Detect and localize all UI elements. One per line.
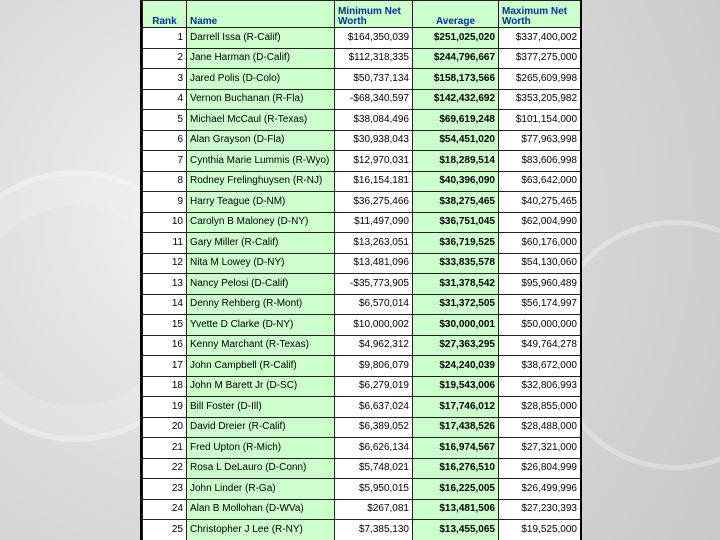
min-net-worth-cell: $16,154,181: [335, 171, 413, 192]
rank-cell: 19: [143, 397, 187, 418]
rank-cell: 4: [143, 89, 187, 110]
average-cell: $16,276,510: [413, 458, 499, 479]
average-cell: $36,719,525: [413, 233, 499, 254]
min-net-worth-cell: $112,318,335: [335, 48, 413, 69]
max-net-worth-cell: $32,806,993: [499, 376, 581, 397]
table-row: [143, 315, 581, 336]
rank-cell: 16: [143, 335, 187, 356]
name-cell: John Campbell (R-Calif): [187, 356, 335, 377]
max-net-worth-cell: $101,154,000: [499, 110, 581, 131]
max-net-worth-cell: $56,174,997: [499, 294, 581, 315]
max-net-worth-cell: $83,606,998: [499, 151, 581, 172]
table-row: [143, 89, 581, 110]
name-cell: Rosa L DeLauro (D-Conn): [187, 458, 335, 479]
min-net-worth-cell: $12,970,031: [335, 151, 413, 172]
min-net-worth-cell: $38,084,496: [335, 110, 413, 131]
header-max-net-worth: Maximum Net Worth: [499, 1, 581, 28]
table-row: [143, 499, 581, 520]
min-net-worth-cell: $36,275,466: [335, 192, 413, 213]
max-net-worth-cell: $50,000,000: [499, 315, 581, 336]
min-net-worth-cell: -$35,773,905: [335, 274, 413, 295]
table-header-row: [143, 1, 581, 28]
max-net-worth-cell: $60,176,000: [499, 233, 581, 254]
min-net-worth-cell: $164,350,039: [335, 28, 413, 49]
min-net-worth-cell: $13,481,096: [335, 253, 413, 274]
table-row: [143, 69, 581, 90]
name-cell: Fred Upton (R-Mich): [187, 438, 335, 459]
rank-cell: 24: [143, 499, 187, 520]
net-worth-table-sheet: [140, 0, 582, 540]
name-cell: Gary Miller (R-Calif): [187, 233, 335, 254]
average-cell: $54,451,020: [413, 130, 499, 151]
name-cell: Jane Harman (D-Calif): [187, 48, 335, 69]
max-net-worth-cell: $38,672,000: [499, 356, 581, 377]
average-cell: $36,751,045: [413, 212, 499, 233]
table-row: [143, 479, 581, 500]
max-net-worth-cell: $353,205,982: [499, 89, 581, 110]
name-cell: Vernon Buchanan (R-Fla): [187, 89, 335, 110]
header-name: Name: [187, 1, 335, 28]
name-cell: David Dreier (R-Calif): [187, 417, 335, 438]
max-net-worth-cell: $27,230,393: [499, 499, 581, 520]
average-cell: $13,455,065: [413, 520, 499, 540]
name-cell: Nancy Pelosi (D-Calif): [187, 274, 335, 295]
table-row: [143, 397, 581, 418]
average-cell: $33,835,578: [413, 253, 499, 274]
table-body: [143, 28, 581, 540]
min-net-worth-cell: $13,263,051: [335, 233, 413, 254]
average-cell: $40,396,090: [413, 171, 499, 192]
rank-cell: 2: [143, 48, 187, 69]
average-cell: $19,543,006: [413, 376, 499, 397]
average-cell: $16,225,005: [413, 479, 499, 500]
max-net-worth-cell: $26,804,999: [499, 458, 581, 479]
min-net-worth-cell: $5,950,015: [335, 479, 413, 500]
average-cell: $17,746,012: [413, 397, 499, 418]
table-row: [143, 48, 581, 69]
name-cell: Darrell Issa (R-Calif): [187, 28, 335, 49]
max-net-worth-cell: $19,525,000: [499, 520, 581, 540]
max-net-worth-cell: $63,642,000: [499, 171, 581, 192]
min-net-worth-cell: $10,000,002: [335, 315, 413, 336]
rank-cell: 11: [143, 233, 187, 254]
average-cell: $16,974,567: [413, 438, 499, 459]
rank-cell: 20: [143, 417, 187, 438]
max-net-worth-cell: $62,004,990: [499, 212, 581, 233]
max-net-worth-cell: $95,960,489: [499, 274, 581, 295]
table-row: [143, 335, 581, 356]
rank-cell: 10: [143, 212, 187, 233]
table-row: [143, 294, 581, 315]
table-row: [143, 171, 581, 192]
header-average: Average: [413, 1, 499, 28]
table-row: [143, 356, 581, 377]
average-cell: $17,438,526: [413, 417, 499, 438]
name-cell: Cynthia Marie Lummis (R-Wyo): [187, 151, 335, 172]
header-min-net-worth: Minimum Net Worth: [335, 1, 413, 28]
min-net-worth-cell: $6,570,014: [335, 294, 413, 315]
min-net-worth-cell: $4,962,312: [335, 335, 413, 356]
table-row: [143, 376, 581, 397]
name-cell: Kenny Marchant (R-Texas): [187, 335, 335, 356]
rank-cell: 14: [143, 294, 187, 315]
average-cell: $24,240,039: [413, 356, 499, 377]
name-cell: Jared Polis (D-Colo): [187, 69, 335, 90]
name-cell: Yvette D Clarke (D-NY): [187, 315, 335, 336]
average-cell: $13,481,506: [413, 499, 499, 520]
max-net-worth-cell: $49,764,278: [499, 335, 581, 356]
max-net-worth-cell: $27,321,000: [499, 438, 581, 459]
name-cell: John Linder (R-Ga): [187, 479, 335, 500]
average-cell: $244,796,667: [413, 48, 499, 69]
min-net-worth-cell: $5,748,021: [335, 458, 413, 479]
min-net-worth-cell: $6,637,024: [335, 397, 413, 418]
max-net-worth-cell: $54,130,060: [499, 253, 581, 274]
average-cell: $18,289,514: [413, 151, 499, 172]
rank-cell: 23: [143, 479, 187, 500]
header-rank: Rank: [143, 1, 187, 28]
rank-cell: 25: [143, 520, 187, 540]
name-cell: Nita M Lowey (D-NY): [187, 253, 335, 274]
max-net-worth-cell: $77,963,998: [499, 130, 581, 151]
average-cell: $30,000,001: [413, 315, 499, 336]
table-row: [143, 417, 581, 438]
rank-cell: 7: [143, 151, 187, 172]
table-row: [143, 274, 581, 295]
table-row: [143, 438, 581, 459]
name-cell: Michael McCaul (R-Texas): [187, 110, 335, 131]
rank-cell: 15: [143, 315, 187, 336]
max-net-worth-cell: $40,275,465: [499, 192, 581, 213]
name-cell: Carolyn B Maloney (D-NY): [187, 212, 335, 233]
min-net-worth-cell: $6,626,134: [335, 438, 413, 459]
max-net-worth-cell: $28,855,000: [499, 397, 581, 418]
average-cell: $27,363,295: [413, 335, 499, 356]
average-cell: $158,173,566: [413, 69, 499, 90]
min-net-worth-cell: $30,938,043: [335, 130, 413, 151]
max-net-worth-cell: $337,400,002: [499, 28, 581, 49]
rank-cell: 8: [143, 171, 187, 192]
max-net-worth-cell: $26,499,996: [499, 479, 581, 500]
average-cell: $251,025,020: [413, 28, 499, 49]
min-net-worth-cell: $9,806,079: [335, 356, 413, 377]
rank-cell: 3: [143, 69, 187, 90]
name-cell: Alan B Mollohan (D-WVa): [187, 499, 335, 520]
table-row: [143, 458, 581, 479]
table-row: [143, 130, 581, 151]
table-row: [143, 212, 581, 233]
max-net-worth-cell: $265,609,998: [499, 69, 581, 90]
average-cell: $69,619,248: [413, 110, 499, 131]
rank-cell: 18: [143, 376, 187, 397]
name-cell: Harry Teague (D-NM): [187, 192, 335, 213]
net-worth-table: [142, 0, 581, 540]
min-net-worth-cell: $6,279,019: [335, 376, 413, 397]
min-net-worth-cell: $6,389,052: [335, 417, 413, 438]
table-row: [143, 520, 581, 540]
rank-cell: 9: [143, 192, 187, 213]
average-cell: $142,432,692: [413, 89, 499, 110]
average-cell: $31,372,505: [413, 294, 499, 315]
rank-cell: 12: [143, 253, 187, 274]
table-row: [143, 192, 581, 213]
rank-cell: 21: [143, 438, 187, 459]
rank-cell: 1: [143, 28, 187, 49]
name-cell: Rodney Frelinghuysen (R-NJ): [187, 171, 335, 192]
name-cell: Bill Foster (D-Ill): [187, 397, 335, 418]
min-net-worth-cell: $267,081: [335, 499, 413, 520]
rank-cell: 5: [143, 110, 187, 131]
average-cell: $38,275,465: [413, 192, 499, 213]
min-net-worth-cell: $50,737,134: [335, 69, 413, 90]
name-cell: Alan Grayson (D-Fla): [187, 130, 335, 151]
rank-cell: 6: [143, 130, 187, 151]
table-row: [143, 253, 581, 274]
table-row: [143, 233, 581, 254]
rank-cell: 22: [143, 458, 187, 479]
rank-cell: 13: [143, 274, 187, 295]
name-cell: Christopher J Lee (R-NY): [187, 520, 335, 540]
average-cell: $31,378,542: [413, 274, 499, 295]
min-net-worth-cell: -$68,340,597: [335, 89, 413, 110]
min-net-worth-cell: $7,385,130: [335, 520, 413, 540]
name-cell: John M Barett Jr (D-SC): [187, 376, 335, 397]
max-net-worth-cell: $377,275,000: [499, 48, 581, 69]
table-row: [143, 110, 581, 131]
rank-cell: 17: [143, 356, 187, 377]
min-net-worth-cell: $11,497,090: [335, 212, 413, 233]
name-cell: Denny Rehberg (R-Mont): [187, 294, 335, 315]
table-row: [143, 28, 581, 49]
max-net-worth-cell: $28,488,000: [499, 417, 581, 438]
table-row: [143, 151, 581, 172]
